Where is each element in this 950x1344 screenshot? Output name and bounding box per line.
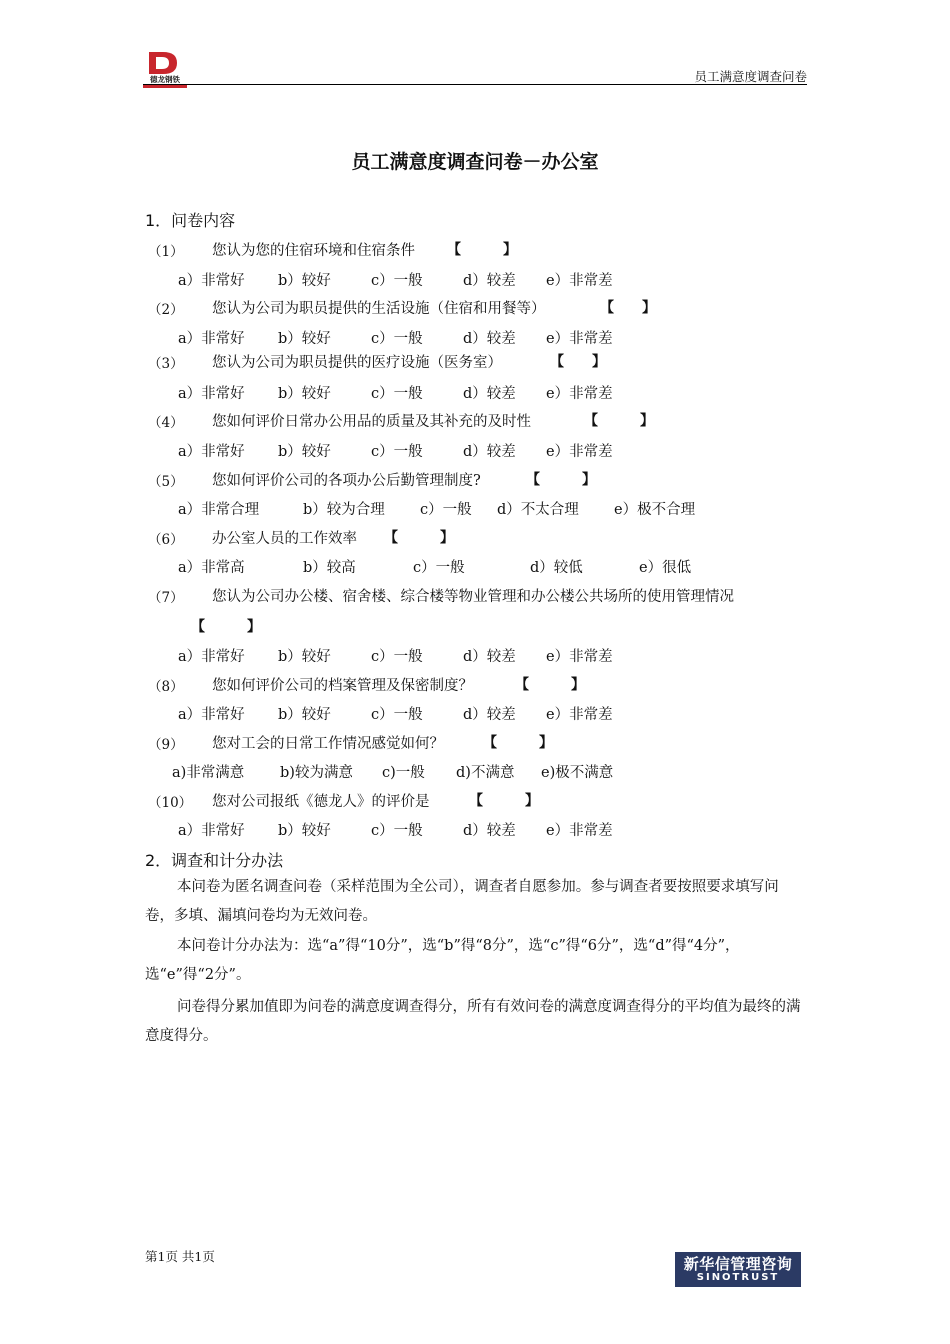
option-b[interactable]: b）较好 bbox=[278, 823, 331, 839]
question-text: 您如何评价日常办公用品的质量及其补充的及时性 bbox=[212, 414, 531, 430]
option-e[interactable]: e）极不合理 bbox=[614, 502, 696, 518]
option-c[interactable]: c）一般 bbox=[420, 502, 472, 518]
option-b[interactable]: b）较好 bbox=[278, 649, 331, 665]
answer-bracket[interactable]: 【 】 bbox=[384, 530, 454, 546]
header-title: 员工满意度调查问卷 bbox=[694, 69, 807, 84]
answer-bracket[interactable]: 【 】 bbox=[550, 354, 606, 370]
option-a[interactable]: a)非常满意 bbox=[172, 765, 245, 781]
option-c[interactable]: c)一般 bbox=[382, 765, 425, 781]
option-e[interactable]: e）非常差 bbox=[546, 649, 613, 665]
answer-bracket[interactable]: 【 】 bbox=[483, 735, 553, 751]
option-e[interactable]: e）非常差 bbox=[546, 444, 613, 460]
answer-bracket[interactable]: 【 】 bbox=[526, 472, 596, 488]
option-d[interactable]: d）较低 bbox=[530, 560, 583, 576]
option-b[interactable]: b）较好 bbox=[278, 707, 331, 723]
option-d[interactable]: d)不满意 bbox=[456, 765, 515, 781]
option-b[interactable]: b)较为满意 bbox=[280, 765, 353, 781]
question-text: 您对公司报纸《德龙人》的评价是 bbox=[212, 794, 430, 810]
paragraph-survey-info: 本问卷为匿名调查问卷（采样范围为全公司），调查者自愿参加。参与调查者要按照要求填写问卷，多填、漏填问卷均为无效问卷。 bbox=[145, 879, 779, 924]
option-c[interactable]: c）一般 bbox=[413, 560, 465, 576]
option-b[interactable]: b）较好 bbox=[278, 386, 331, 402]
answer-bracket[interactable]: 【 】 bbox=[469, 793, 539, 809]
option-e[interactable]: e）非常差 bbox=[546, 386, 613, 402]
option-c[interactable]: c）一般 bbox=[371, 273, 423, 289]
option-c[interactable]: c）一般 bbox=[371, 331, 423, 347]
option-a[interactable]: a）非常好 bbox=[178, 444, 245, 460]
question-number: （8） bbox=[148, 679, 184, 695]
question-text: 办公室人员的工作效率 bbox=[212, 531, 357, 547]
option-c[interactable]: c）一般 bbox=[371, 386, 423, 402]
answer-bracket[interactable]: 【 】 bbox=[191, 619, 261, 635]
question-text: 您认为您的住宿环境和住宿条件 bbox=[212, 243, 415, 259]
question-text: 您如何评价公司的各项办公后勤管理制度? bbox=[212, 473, 481, 489]
option-e[interactable]: e）非常差 bbox=[546, 331, 613, 347]
option-d[interactable]: d）较差 bbox=[463, 444, 516, 460]
option-a[interactable]: a）非常好 bbox=[178, 823, 245, 839]
option-c[interactable]: c）一般 bbox=[371, 444, 423, 460]
option-d[interactable]: d）较差 bbox=[463, 823, 516, 839]
question-number: （2） bbox=[148, 302, 184, 318]
option-e[interactable]: e）非常差 bbox=[546, 823, 613, 839]
option-d[interactable]: d）较差 bbox=[463, 273, 516, 289]
option-a[interactable]: a）非常好 bbox=[178, 386, 245, 402]
option-b[interactable]: b）较好 bbox=[278, 444, 331, 460]
header-divider bbox=[143, 84, 807, 85]
sinotrust-logo bbox=[675, 1252, 801, 1287]
option-b[interactable]: b）较好 bbox=[278, 331, 331, 347]
option-b[interactable]: b）较为合理 bbox=[303, 502, 385, 518]
option-b[interactable]: b）较好 bbox=[278, 273, 331, 289]
option-a[interactable]: a）非常好 bbox=[178, 331, 245, 347]
question-number: （7） bbox=[148, 590, 184, 606]
question-text: 您认为公司为职员提供的生活设施（住宿和用餐等） bbox=[212, 301, 546, 317]
question-number: （6） bbox=[148, 532, 184, 548]
paragraph-scoring-method: 本问卷计分办法为：选“a”得“10分”，选“b”得“8分”，选“c”得“6分”，选“d”得“4分”，选“e”得“2分”。 bbox=[145, 938, 740, 983]
option-d[interactable]: d）较差 bbox=[463, 386, 516, 402]
option-d[interactable]: d）较差 bbox=[463, 649, 516, 665]
option-a[interactable]: a）非常好 bbox=[178, 649, 245, 665]
document-title: 员工满意度调查问卷－办公室 bbox=[351, 151, 599, 173]
option-e[interactable]: e)极不满意 bbox=[541, 765, 614, 781]
question-number: （3） bbox=[148, 356, 184, 372]
section-heading-questionnaire: 1．问卷内容 bbox=[145, 211, 236, 230]
company-logo bbox=[143, 50, 187, 88]
question-number: （10） bbox=[148, 795, 193, 811]
logo-text-cn: 新华信管理咨询 bbox=[683, 1255, 793, 1273]
logo-text: 德龙钢铁 bbox=[150, 75, 180, 84]
paragraph-final-score: 问卷得分累加值即为问卷的满意度调查得分，所有有效问卷的满意度调查得分的平均值为最终的满意度得分。 bbox=[145, 999, 801, 1044]
answer-bracket[interactable]: 【 】 bbox=[584, 413, 654, 429]
logo-text-en: SINOTRUST bbox=[696, 1272, 780, 1283]
question-number: （1） bbox=[148, 244, 184, 260]
answer-bracket[interactable]: 【 】 bbox=[600, 300, 656, 316]
option-e[interactable]: e）很低 bbox=[639, 560, 692, 576]
question-number: （9） bbox=[148, 737, 184, 753]
option-d[interactable]: d）不太合理 bbox=[497, 502, 579, 518]
option-e[interactable]: e）非常差 bbox=[546, 273, 613, 289]
option-e[interactable]: e）非常差 bbox=[546, 707, 613, 723]
option-c[interactable]: c）一般 bbox=[371, 649, 423, 665]
option-b[interactable]: b）较高 bbox=[303, 560, 356, 576]
page-number: 第1页 共1页 bbox=[145, 1249, 215, 1264]
question-text: 您对工会的日常工作情况感觉如何？ bbox=[212, 736, 444, 752]
section-heading-scoring: 2．调查和计分办法 bbox=[145, 851, 284, 870]
question-text: 您认为公司为职员提供的医疗设施（医务室） bbox=[212, 355, 502, 371]
option-c[interactable]: c）一般 bbox=[371, 707, 423, 723]
question-text: 您认为公司办公楼、宿舍楼、综合楼等物业管理和办公楼公共场所的使用管理情况 bbox=[212, 589, 734, 605]
option-a[interactable]: a）非常合理 bbox=[178, 502, 260, 518]
option-d[interactable]: d）较差 bbox=[463, 331, 516, 347]
option-a[interactable]: a）非常高 bbox=[178, 560, 245, 576]
answer-bracket[interactable]: 【 】 bbox=[515, 677, 585, 693]
option-a[interactable]: a）非常好 bbox=[178, 707, 245, 723]
question-text: 您如何评价公司的档案管理及保密制度？ bbox=[212, 678, 473, 694]
answer-bracket[interactable]: 【 】 bbox=[447, 242, 517, 258]
option-a[interactable]: a）非常好 bbox=[178, 273, 245, 289]
question-number: （4） bbox=[148, 415, 184, 431]
question-number: （5） bbox=[148, 474, 184, 490]
option-c[interactable]: c）一般 bbox=[371, 823, 423, 839]
option-d[interactable]: d）较差 bbox=[463, 707, 516, 723]
